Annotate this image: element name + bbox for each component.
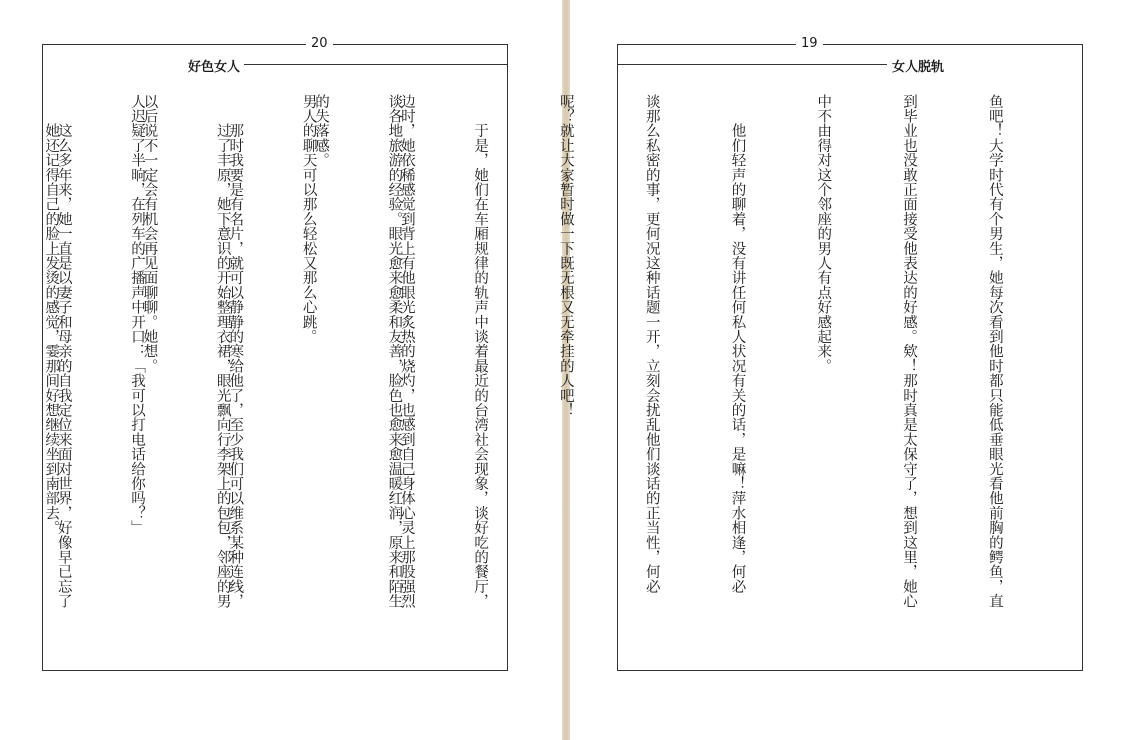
text-line: 中不由得对这个邻座的男人有点好感起来。 [815,94,832,374]
header-rule [240,64,508,65]
text-line: 他们轻声的聊着，没有讲任何私人状况有关的话，是嘛！萍水相逢，何必 [729,94,746,594]
running-title: 女人脱轨 [888,56,948,75]
page-number: 20 [306,36,333,51]
text-line: 她还记得自己的脸上发烫的感觉，霎那间好想继续坐到南部去。 [43,94,60,535]
text-line: 到毕业也没敢正面接受他表达的好感。欸！那时真是太保守了，想到这里，她心 [901,94,918,609]
text-line: 以后说不一定会有机会再见面聊聊。她想。 [141,94,158,374]
text-line: 过了丰原，她下意识的开始整理衣裙，眼光飘向行李架上的包包，邻座的男 [214,94,231,609]
text-line: 于是，她们在车厢规律的轨声中谈着最近的台湾社会现象，谈好吃的餐厅， [472,94,489,609]
text-line: 边时，她依稀感觉到背上有他眼光炙热的烧灼，也感到自己身体心灵上那股强烈 [398,94,415,609]
text-line: 人迟疑了半晌，在列车的广播声中开口：「我可以打电话给你吗？」 [129,94,145,535]
text-line: 谈那么私密的事，更何况这种话题一开，立刻会扰乱他们谈话的正当性，何必 [643,94,660,594]
running-title: 好色女人 [184,56,244,75]
text-line: 谈各地旅游的经验。眼光愈来愈柔和友善，脸色也愈来愈温暖红润，原来和陌生 [386,94,403,609]
text-line: 鱼吧！大学时代有个男生，她每次看到他时都只能低垂眼光看他前胸的鳄鱼，直 [986,94,1003,609]
text-line: 那时我要是有名片，就可以静静的寒给他了，至少我们可以维系某种连线， [227,94,244,609]
header-rule [617,64,887,65]
text-line: 的失落感。 [313,94,330,168]
text-line: 这么多年来，她一直是以妻子和母亲的自我定位来面对世界，好像早已忘了 [55,94,72,609]
text-line: 呢？就让大家暂时做一下既无根又无牵挂的人吧！ [557,94,574,418]
text-line: 男人的聊天可以那么轻松又那么心跳。 [300,94,317,344]
page-number: 19 [796,36,823,51]
